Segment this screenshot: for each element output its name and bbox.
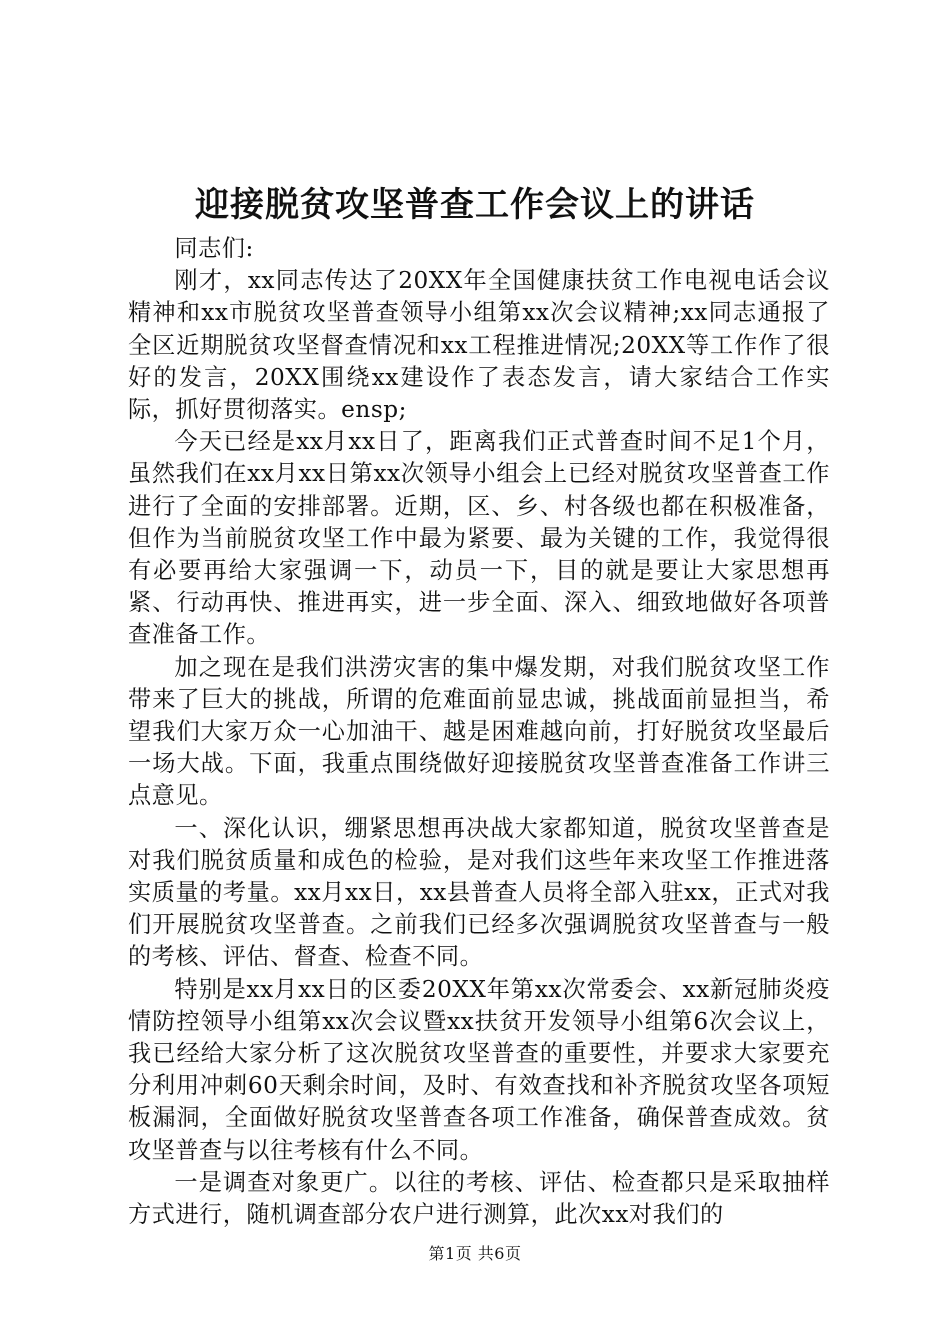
- salutation: 同志们:: [174, 235, 254, 262]
- paragraph-6: 一是调查对象更广。以往的考核、评估、检查都只是采取抽样方式进行，随机调查部分农户进行测算，此次xx对我们的: [128, 1168, 830, 1229]
- document-body: [128, 233, 830, 1231]
- document-title: 迎接脱贫攻坚普查工作会议上的讲话: [195, 185, 755, 225]
- paragraph-2: 今天已经是xx月xx日了，距离我们正式普查时间不足1个月，虽然我们在xx月xx日第xx次领导小组会上已经对脱贫攻坚普查工作进行了全面的安排部署。近期，区、乡、村各级也都在积极准备，但作为当前脱贫攻坚工作中最为紧要、最为关键的工作，我觉得很有必要再给大家强调一下，动员一下，目的就是要让大家思想再紧、行动再快、推进再实，进一步全面、深入、细致地做好各项普查准备工作。: [128, 428, 830, 649]
- page-number-footer: 第1页 共6页: [428, 1244, 522, 1263]
- paragraph-3: 加之现在是我们洪涝灾害的集中爆发期，对我们脱贫攻坚工作带来了巨大的挑战，所谓的危难面前显忠诚，挑战面前显担当，希望我们大家万众一心加油干、越是困难越向前，打好脱贫攻坚最后一场大战。下面，我重点围绕做好迎接脱贫攻坚普查准备工作讲三点意见。: [128, 653, 830, 810]
- paragraph-4: 一、深化认识，绷紧思想再决战大家都知道，脱贫攻坚普查是对我们脱贫质量和成色的检验，是对我们这些年来攻坚工作推进落实质量的考量。xx月xx日，xx县普查人员将全部入驻xx，正式对我们开展脱贫攻坚普查。之前我们已经多次强调脱贫攻坚普查与一般的考核、评估、督查、检查不同。: [128, 814, 830, 971]
- paragraph-5: 特别是xx月xx日的区委20XX年第xx次常委会、xx新冠肺炎疫情防控领导小组第xx次会议暨xx扶贫开发领导小组第6次会议上，我已经给大家分析了这次脱贫攻坚普查的重要性，并要求大家要充分利用冲刺60天剩余时间，及时、有效查找和补齐脱贫攻坚各项短板漏洞，全面做好脱贫攻坚普查各项工作准备，确保普查成效。贫攻坚普查与以往考核有什么不同。: [128, 975, 830, 1164]
- paragraph-1: 刚才，xx同志传达了20XX年全国健康扶贫工作电视电话会议精神和xx市脱贫攻坚普查领导小组第xx次会议精神;xx同志通报了全区近期脱贫攻坚督查情况和xx工程推进情况;20XX等工作作了很好的发言，20XX围绕xx建设作了表态发言，请大家结合工作实际，抓好贯彻落实。ensp;: [128, 267, 830, 424]
